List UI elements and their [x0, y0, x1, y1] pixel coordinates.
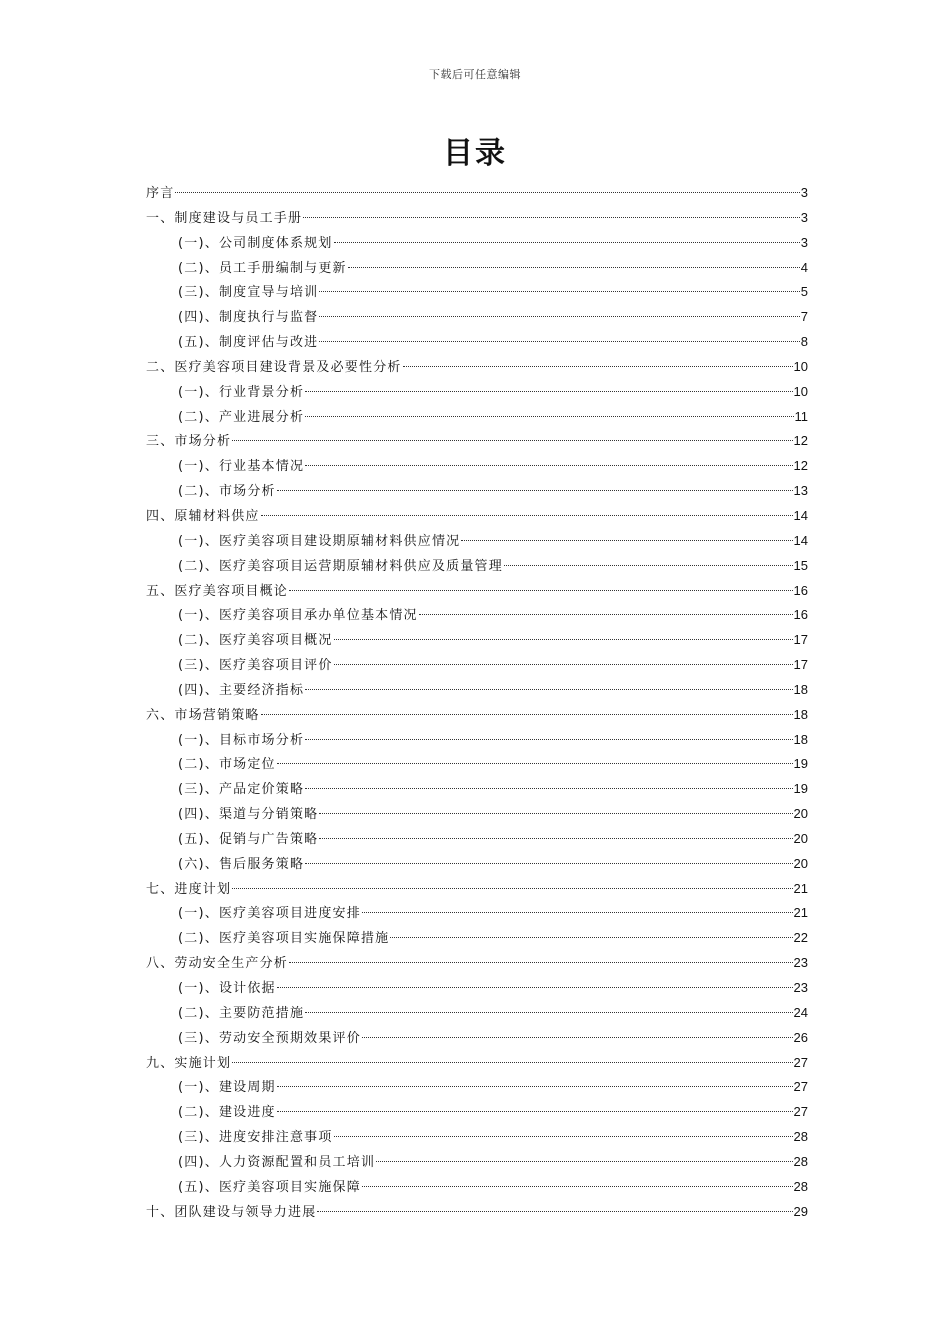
toc-dot-leader [419, 599, 793, 619]
toc-dot-leader [334, 227, 800, 247]
toc-entry-text: (二)、医疗美容项目运营期原辅材料供应及质量管理 [178, 558, 503, 574]
toc-page-number: 21 [793, 880, 808, 896]
toc-section-entry[interactable] [146, 475, 808, 500]
toc-section-entry[interactable] [146, 972, 808, 997]
toc-chapter-entry[interactable] [146, 500, 808, 525]
toc-section-entry[interactable] [146, 798, 808, 823]
toc-page-number: 21 [793, 905, 808, 921]
toc-page-number: 5 [800, 284, 808, 300]
toc-dot-leader [277, 1096, 793, 1116]
toc-page-number: 20 [793, 855, 808, 871]
toc-page-number: 17 [793, 657, 808, 673]
toc-dot-leader [175, 177, 799, 197]
toc-entry-text: 五、医疗美容项目概论 [146, 583, 289, 599]
toc-entry-text: (四)、主要经济指标 [178, 682, 305, 698]
toc-entry-text: 序言 [146, 186, 175, 201]
toc-page-number: 12 [793, 433, 808, 449]
toc-dot-leader [362, 1171, 793, 1191]
toc-chapter-entry[interactable] [146, 699, 808, 724]
toc-entry-text: 一、制度建设与员工手册 [146, 210, 303, 226]
toc-entry-text: (三)、进度安排注意事项 [178, 1130, 333, 1146]
toc-entry-text: (二)、医疗美容项目实施保障措施 [178, 931, 390, 947]
toc-section-entry[interactable] [146, 326, 808, 351]
toc-page-number: 20 [793, 830, 808, 846]
toc-dot-leader [319, 301, 799, 321]
toc-dot-leader [362, 897, 793, 917]
toc-section-entry[interactable] [146, 624, 808, 649]
toc-page-number: 11 [794, 408, 808, 424]
toc-dot-leader [461, 525, 792, 545]
toc-dot-leader [261, 699, 793, 719]
toc-dot-leader [232, 425, 792, 445]
toc-page-number: 28 [793, 1153, 808, 1169]
toc-dot-leader [305, 724, 792, 744]
toc-chapter-entry[interactable] [146, 1196, 808, 1221]
toc-page-number: 4 [800, 259, 808, 275]
toc-entry-text: (一)、医疗美容项目建设期原辅材料供应情况 [178, 533, 461, 549]
toc-page-number: 10 [793, 358, 808, 374]
toc-entry-text: (三)、制度宣导与培训 [178, 285, 319, 301]
toc-entry-text: 二、医疗美容项目建设背景及必要性分析 [146, 359, 402, 375]
toc-entry-text: (二)、产业进展分析 [178, 409, 305, 425]
toc-page-number: 19 [793, 756, 808, 772]
toc-page-number: 29 [793, 1203, 808, 1219]
toc-page-number: 3 [800, 209, 808, 225]
toc-entry-text: 六、市场营销策略 [146, 707, 260, 723]
toc-page-number: 24 [793, 1004, 808, 1020]
toc-dot-leader [334, 624, 793, 644]
toc-section-entry[interactable] [146, 773, 808, 798]
toc-section-entry[interactable] [146, 599, 808, 624]
toc-entry-text: (一)、医疗美容项目承办单位基本情况 [178, 608, 418, 624]
toc-section-entry[interactable] [146, 525, 808, 550]
toc-section-entry[interactable] [146, 1171, 808, 1196]
toc-dot-leader [232, 873, 792, 893]
toc-page-number: 7 [800, 309, 808, 325]
toc-dot-leader [334, 1121, 793, 1141]
toc-section-entry[interactable] [146, 401, 808, 426]
toc-section-entry[interactable] [146, 674, 808, 699]
toc-dot-leader [277, 972, 793, 992]
toc-section-entry[interactable] [146, 450, 808, 475]
toc-entry-text: (二)、主要防范措施 [178, 1005, 305, 1021]
toc-page-number: 3 [800, 185, 808, 200]
toc-chapter-entry[interactable] [146, 425, 808, 450]
toc-entry-text: (五)、制度评估与改进 [178, 335, 319, 351]
toc-page-number: 22 [793, 930, 808, 946]
toc-entry-text: (四)、制度执行与监督 [178, 310, 319, 326]
toc-chapter-entry[interactable] [146, 575, 808, 600]
page-title: 目录 [443, 136, 507, 171]
toc-dot-leader [277, 748, 793, 768]
toc-chapter-entry[interactable] [146, 1047, 808, 1072]
toc-chapter-entry[interactable] [146, 202, 808, 227]
toc-page-number: 10 [793, 383, 808, 399]
toc-dot-leader [305, 997, 792, 1017]
toc-entry-text: (一)、行业背景分析 [178, 384, 305, 400]
toc-page-number: 18 [793, 681, 808, 697]
toc-dot-leader [277, 475, 793, 495]
toc-dot-leader [348, 252, 800, 272]
toc-section-entry[interactable] [146, 301, 808, 326]
toc-entry-text: 十、团队建设与领导力进展 [146, 1204, 317, 1220]
toc-chapter-entry[interactable] [146, 351, 808, 376]
toc-section-entry[interactable] [146, 922, 808, 947]
toc-dot-leader [376, 1146, 792, 1166]
toc-page-number: 12 [793, 458, 808, 474]
toc-section-entry[interactable] [146, 252, 808, 277]
toc-page-number: 8 [800, 334, 808, 350]
toc-page-number: 18 [793, 731, 808, 747]
toc-page-number: 20 [793, 806, 808, 822]
toc-dot-leader [305, 401, 793, 421]
toc-entry-text: (四)、渠道与分销策略 [178, 807, 319, 823]
toc-page-number: 28 [793, 1129, 808, 1145]
toc-dot-leader [504, 550, 793, 570]
toc-section-entry[interactable] [146, 1121, 808, 1146]
toc-entry-text: (六)、售后服务策略 [178, 856, 305, 872]
toc-entry-text: (一)、公司制度体系规划 [178, 235, 333, 251]
toc-page-number: 23 [793, 955, 808, 971]
toc-page-number: 15 [793, 557, 808, 573]
toc-dot-leader [319, 823, 792, 843]
toc-section-entry[interactable] [146, 997, 808, 1022]
toc-page-number: 16 [793, 582, 808, 598]
toc-chapter-entry[interactable] [146, 873, 808, 898]
toc-section-entry[interactable] [146, 1096, 808, 1121]
toc-dot-leader [289, 947, 793, 967]
table-of-contents [146, 177, 808, 1220]
toc-dot-leader [362, 1022, 793, 1042]
toc-page-number: 14 [793, 507, 808, 523]
toc-entry-text: (五)、促销与广告策略 [178, 831, 319, 847]
toc-dot-leader [334, 649, 793, 669]
toc-page-number: 27 [793, 1104, 808, 1120]
toc-entry-text: (三)、劳动安全预期效果评价 [178, 1030, 361, 1046]
toc-entry-text: (二)、建设进度 [178, 1105, 276, 1121]
toc-page-number: 3 [800, 234, 808, 250]
toc-entry-text: 七、进度计划 [146, 881, 232, 897]
toc-section-entry[interactable] [146, 748, 808, 773]
toc-page-number: 18 [793, 706, 808, 722]
toc-entry-text: (二)、员工手册编制与更新 [178, 260, 347, 276]
toc-dot-leader [232, 1047, 792, 1067]
toc-chapter-entry[interactable] [146, 177, 808, 202]
toc-section-entry[interactable] [146, 1022, 808, 1047]
toc-dot-leader [305, 773, 792, 793]
toc-page-number: 16 [793, 607, 808, 623]
toc-section-entry[interactable] [146, 724, 808, 749]
toc-entry-text: (一)、设计依据 [178, 981, 276, 996]
toc-entry-text: (一)、行业基本情况 [178, 459, 305, 475]
toc-entry-text: (三)、医疗美容项目评价 [178, 658, 333, 674]
toc-dot-leader [261, 500, 793, 520]
toc-dot-leader [390, 922, 792, 942]
toc-entry-text: (四)、人力资源配置和员工培训 [178, 1154, 376, 1170]
toc-dot-leader [317, 1196, 792, 1216]
toc-entry-text: 三、市场分析 [146, 434, 232, 450]
toc-page-number: 19 [793, 781, 808, 797]
toc-entry-text: (一)、建设周期 [178, 1080, 276, 1096]
toc-entry-text: (一)、目标市场分析 [178, 732, 305, 748]
toc-dot-leader [305, 848, 792, 868]
toc-dot-leader [305, 376, 792, 396]
toc-page-number: 14 [793, 532, 808, 548]
toc-section-entry[interactable] [146, 227, 808, 252]
toc-dot-leader [319, 276, 799, 296]
toc-page-number: 17 [793, 632, 808, 648]
toc-page-number: 13 [793, 483, 808, 499]
toc-entry-text: (五)、医疗美容项目实施保障 [178, 1179, 361, 1195]
toc-entry-text: (二)、医疗美容项目概况 [178, 633, 333, 649]
toc-chapter-entry[interactable] [146, 947, 808, 972]
toc-section-entry[interactable] [146, 823, 808, 848]
toc-page-number: 28 [793, 1178, 808, 1194]
toc-dot-leader [305, 450, 792, 470]
toc-dot-leader [319, 798, 792, 818]
toc-section-entry[interactable] [146, 649, 808, 674]
toc-page-number: 27 [793, 1054, 808, 1070]
toc-section-entry[interactable] [146, 1146, 808, 1171]
toc-section-entry[interactable] [146, 276, 808, 301]
toc-section-entry[interactable] [146, 848, 808, 873]
toc-page-number: 27 [793, 1079, 808, 1095]
header-note: 下载后可任意编辑 [429, 68, 521, 81]
toc-entry-text: (二)、市场定位 [178, 757, 276, 773]
toc-dot-leader [305, 674, 792, 694]
toc-page-number: 26 [793, 1029, 808, 1045]
toc-entry-text: (三)、产品定价策略 [178, 782, 305, 798]
toc-dot-leader [303, 202, 800, 222]
toc-entry-text: 九、实施计划 [146, 1055, 232, 1071]
toc-section-entry[interactable] [146, 376, 808, 401]
toc-entry-text: 四、原辅材料供应 [146, 508, 260, 524]
toc-dot-leader [289, 575, 793, 595]
toc-entry-text: (一)、医疗美容项目进度安排 [178, 906, 361, 922]
toc-section-entry[interactable] [146, 1071, 808, 1096]
toc-dot-leader [403, 351, 793, 371]
toc-page-number: 23 [793, 980, 808, 995]
toc-section-entry[interactable] [146, 550, 808, 575]
toc-section-entry[interactable] [146, 897, 808, 922]
toc-dot-leader [319, 326, 799, 346]
toc-dot-leader [277, 1071, 793, 1091]
toc-entry-text: (二)、市场分析 [178, 484, 276, 500]
toc-entry-text: 八、劳动安全生产分析 [146, 956, 289, 972]
